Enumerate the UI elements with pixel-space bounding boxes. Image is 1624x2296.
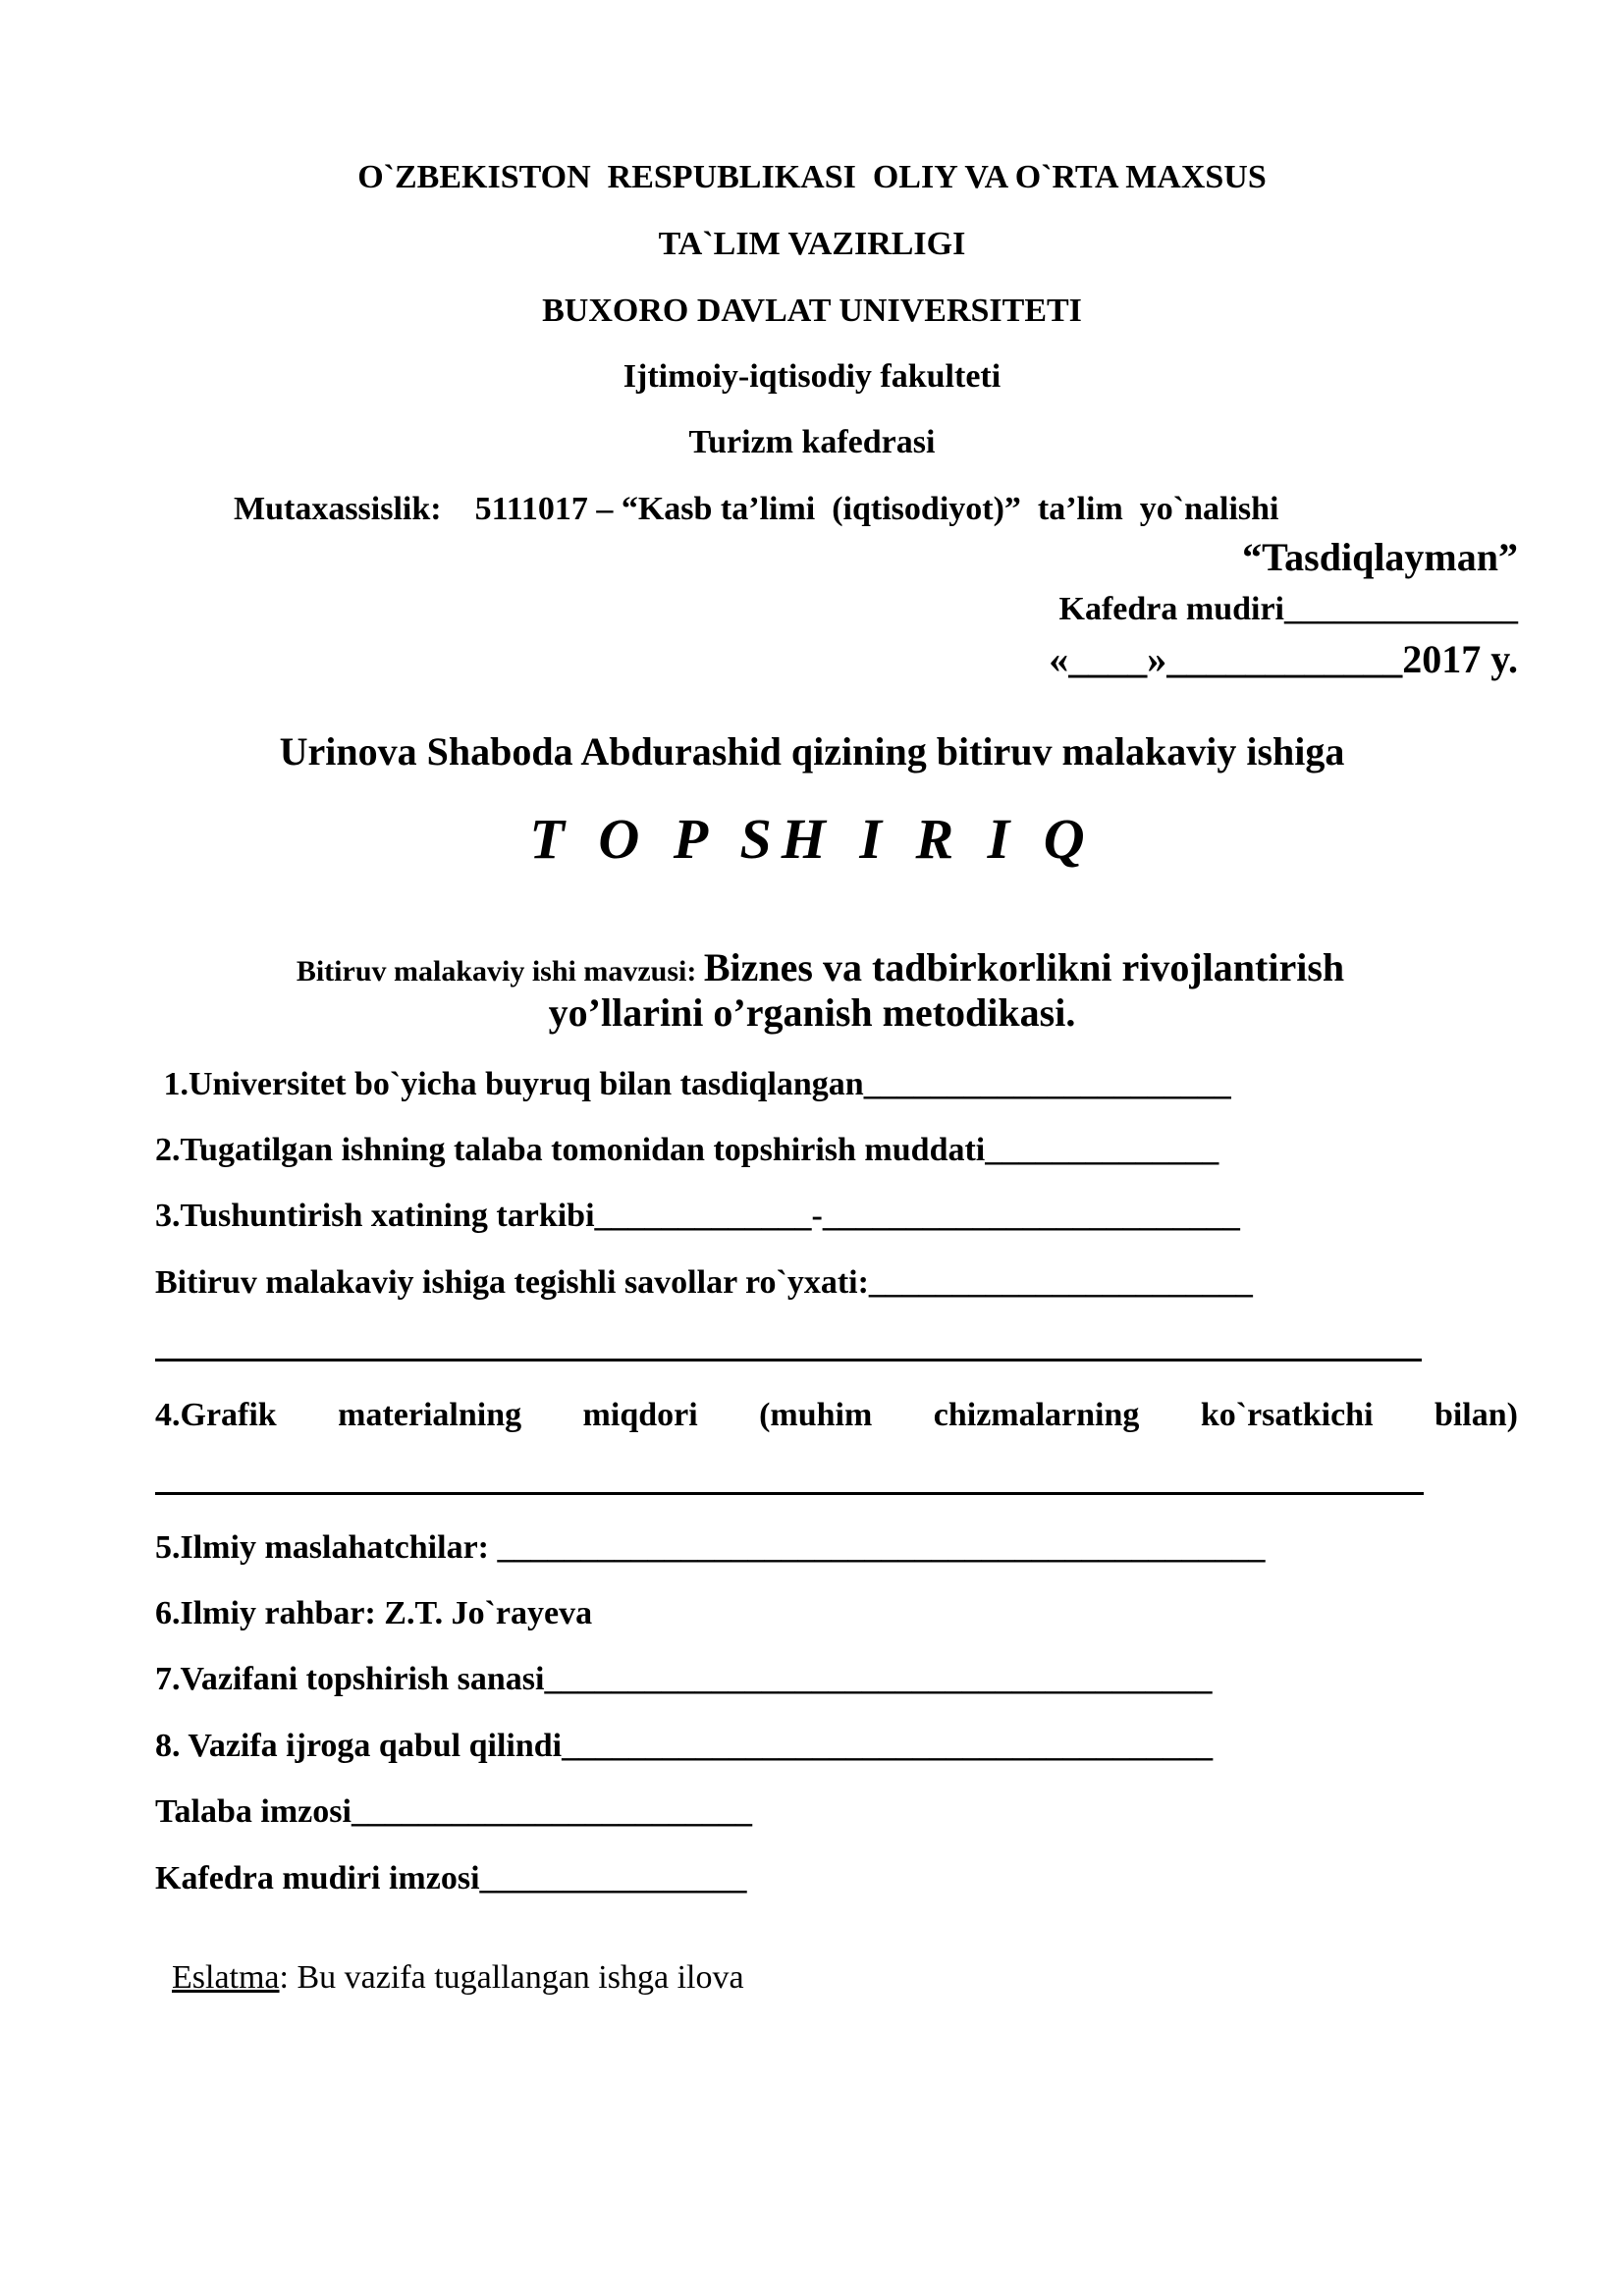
student-signature-line: Talaba imzosi________________________ bbox=[155, 1793, 752, 1830]
note-line bbox=[155, 1928, 744, 1995]
approval-date-line: «____»____________2017 y. bbox=[1049, 637, 1518, 681]
head-signature-line: Kafedra mudiri imzosi________________ bbox=[155, 1860, 747, 1896]
questions-line: Bitiruv malakaviy ishiga tegishli savollar ro`yxati:_______________________ bbox=[155, 1264, 1253, 1301]
topic-line bbox=[0, 915, 1624, 988]
student-line: Urinova Shaboda Abdurashid qizining bitiruv malakaviy ishiga bbox=[279, 729, 1345, 774]
item-4-blank-rule bbox=[155, 1492, 1424, 1495]
item-4-word: bilan) bbox=[1434, 1397, 1518, 1433]
item-4 bbox=[155, 1399, 1518, 1432]
note-text: : Bu vazifa tugallangan ishga ilova bbox=[279, 1959, 744, 1996]
item-5: 5.Ilmiy maslahatchilar: ______________________________________________ bbox=[155, 1529, 1266, 1566]
topic-title-part-1: Biznes va tadbirkorlikni rivojlantirish bbox=[703, 945, 1345, 989]
topic-label: Bitiruv malakaviy ishi mavzusi: bbox=[296, 955, 704, 988]
item-4-word: (muhim bbox=[759, 1397, 873, 1433]
item-3: 3.Tushuntirish xatining tarkibi_____________-_________________________ bbox=[155, 1198, 1240, 1234]
document-title: T O P SH I R I Q bbox=[529, 807, 1095, 871]
item-4-word: miqdori bbox=[582, 1397, 698, 1433]
questions-blank-rule bbox=[155, 1359, 1422, 1362]
head-of-department-line: Kafedra mudiri______________ bbox=[1058, 591, 1518, 627]
ministry-line-1: O`ZBEKISTON RESPUBLIKASI OLIY VA O`RTA MAXSUS bbox=[357, 159, 1267, 195]
department-name: Turizm kafedrasi bbox=[688, 424, 936, 460]
item-8: 8. Vazifa ijroga qabul qilindi_______________________________________ bbox=[155, 1728, 1214, 1764]
item-4-word: chizmalarning bbox=[933, 1397, 1140, 1433]
item-1: 1.Universitet bo`yicha buyruq bilan tasdiqlangan______________________ bbox=[155, 1066, 1231, 1102]
item-4-word: 4.Grafik bbox=[155, 1397, 277, 1433]
item-6: 6.Ilmiy rahbar: Z.T. Jo`rayeva bbox=[155, 1595, 593, 1631]
item-4-word: ko`rsatkichi bbox=[1200, 1397, 1374, 1433]
item-2: 2.Tugatilgan ishning talaba tomonidan topshirish muddati______________ bbox=[155, 1132, 1219, 1168]
university-name: BUXORO DAVLAT UNIVERSITETI bbox=[542, 293, 1082, 329]
approval-title: “Tasdiqlayman” bbox=[1242, 535, 1518, 579]
ministry-line-2: TA`LIM VAZIRLIGI bbox=[658, 226, 966, 262]
faculty-name: Ijtimoiy-iqtisodiy fakulteti bbox=[623, 358, 1001, 395]
item-4-word: materialning bbox=[338, 1397, 522, 1433]
topic-title-part-2: yo’llarini o’rganish metodikasi. bbox=[548, 990, 1076, 1035]
note-label: Eslatma bbox=[172, 1959, 280, 1996]
specialty-line: Mutaxassislik: 5111017 – “Kasb ta’limi (iqtisodiyot)” ta’lim yo`nalishi bbox=[234, 491, 1279, 527]
item-7: 7.Vazifani topshirish sanasi________________________________________ bbox=[155, 1661, 1213, 1697]
